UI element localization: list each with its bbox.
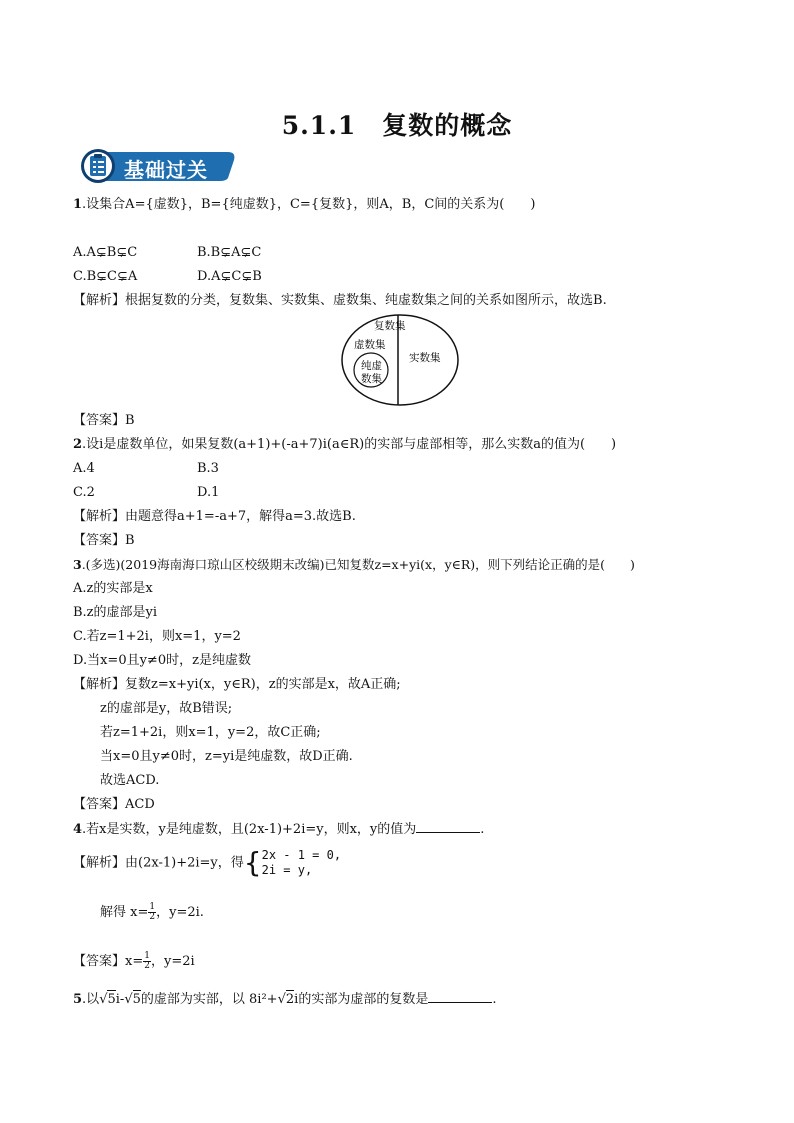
q3-option-a: A.z的实部是x xyxy=(73,581,153,596)
q3-option-d: D.当x=0且y≠0时，z是纯虚数 xyxy=(73,653,251,668)
q2-answer: 【答案】B xyxy=(73,533,135,548)
q4-answer-blank xyxy=(416,820,480,833)
q3-stem: 3.(多选)(2019海南海口琼山区校级期末改编)已知复数z=x+yi(x，y∈R)，则下列结论正确的是( ) xyxy=(73,557,635,572)
q3-option-c: C.若z=1+2i，则x=1，y=2 xyxy=(73,629,241,644)
page-title: 5.1.1 复数的概念 xyxy=(281,111,513,140)
q2-option-d: D.1 xyxy=(197,485,220,500)
q1-answer: 【答案】B xyxy=(73,413,135,428)
q2-option-b: B.3 xyxy=(197,461,219,476)
q4-answer: 【答案】x= $\frac{1}{2}$ ，y=2i xyxy=(73,951,195,971)
q4-stem: 4.若x是实数，y是纯虚数，且(2x-1)+2i=y，则x，y的值为 . xyxy=(73,822,485,837)
checklist-icon xyxy=(90,154,106,176)
sqrt-2: √2 xyxy=(277,992,295,1007)
q3-option-b: B.z的虚部是yi xyxy=(73,605,158,620)
label-complex-set: 复数集 xyxy=(374,320,406,332)
set-relation-diagram xyxy=(340,312,462,412)
label-real-set: 实数集 xyxy=(409,352,441,364)
q1-option-b: B.B⊊A⊊C xyxy=(197,245,262,260)
q3-analysis-2: z的虚部是y，故B错误; xyxy=(100,701,233,716)
sqrt-5-b: √5 xyxy=(124,992,141,1007)
q2-option-c: C.2 xyxy=(73,485,95,500)
section-banner xyxy=(78,148,238,184)
q5-stem: 5.以√5i-√5的虚部为实部，以 8i²+√2i的实部为虚部的复数是 . xyxy=(73,992,497,1007)
label-imaginary-set: 虚数集 xyxy=(354,339,386,351)
q4-analysis: 【解析】由(2x-1)+2i=y，得{ 2x - 1 = 0, 2i = y, xyxy=(73,846,342,879)
q4-system-line-1: 2x - 1 = 0, xyxy=(261,848,342,862)
q2-stem: 2.设i是虚数单位，如果复数(a+1)+(-a+7)i(a∈R)的实部与虚部相等，那么实数a的值为( ) xyxy=(73,437,617,452)
q3-analysis: 【解析】复数z=x+yi(x，y∈R)，z的实部是x，故A正确; xyxy=(73,677,401,692)
q2-analysis: 【解析】由题意得a+1=-a+7，解得a=3.故选B. xyxy=(73,509,356,524)
q3-analysis-3: 若z=1+2i，则x=1，y=2，故C正确; xyxy=(100,725,321,740)
sqrt-5-a: √5 xyxy=(99,992,116,1007)
q1-analysis: 【解析】根据复数的分类，复数集、实数集、虚数集、纯虚数集之间的关系如图所示，故选B. xyxy=(73,293,607,308)
q4-solution: 解得 x= $\frac{1}{2}$ ，y=2i. xyxy=(100,902,204,922)
q2-option-a: A.4 xyxy=(73,461,95,476)
q1-option-d: D.A⊊C⊊B xyxy=(197,269,262,284)
q4-system-line-2: 2i = y, xyxy=(261,863,313,877)
q1-option-c: C.B⊊C⊊A xyxy=(73,269,138,284)
q1-stem: 1.设集合A={虚数}，B={纯虚数}，C={复数}，则A，B，C间的关系为( ) xyxy=(73,197,536,212)
label-pure-imaginary-2: 数集 xyxy=(361,373,382,385)
q3-analysis-5: 故选ACD. xyxy=(100,773,160,788)
q3-answer: 【答案】ACD xyxy=(73,797,155,812)
q3-analysis-4: 当x=0且y≠0时，z=yi是纯虚数，故D正确. xyxy=(100,749,353,764)
q5-answer-blank xyxy=(428,990,492,1003)
q1-option-a: A.A⊊B⊊C xyxy=(73,245,138,260)
label-pure-imaginary-1: 纯虚 xyxy=(361,360,382,372)
banner-label: 基础过关 xyxy=(124,158,208,182)
